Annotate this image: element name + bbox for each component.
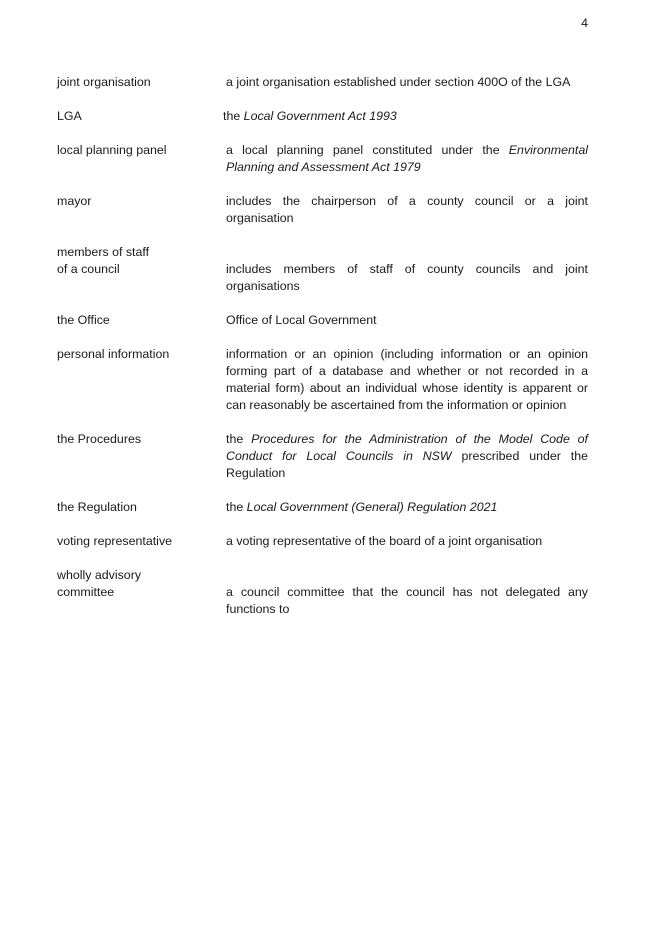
definition-term: voting representative — [57, 534, 173, 548]
definition-text: a joint organisation established under section 400O of the LGA — [226, 75, 571, 89]
definition-text: the Procedures for the Administration of the Model Code of Conduct for Local Councils in NSW prescribed under the Regulation — [226, 432, 588, 480]
definition-row — [57, 108, 588, 125]
definitions-list — [57, 74, 588, 635]
definition-row — [57, 193, 588, 227]
definition-text: Office of Local Government — [226, 313, 377, 327]
definition-term: the Regulation — [57, 500, 137, 514]
definition-row — [57, 74, 588, 91]
definition-row — [57, 346, 588, 414]
definition-row — [57, 312, 588, 329]
definition-term: personal information — [57, 347, 170, 361]
definition-text: a council committee that the council has not delegated any functions to — [226, 585, 588, 616]
definition-text: the Local Government Act 1993 — [223, 109, 397, 123]
definition-term: joint organisation — [57, 75, 151, 89]
definition-row — [57, 533, 588, 550]
definition-row — [57, 244, 588, 295]
definition-term: members of staff of a council — [57, 245, 150, 276]
definition-text: the Local Government (General) Regulation 2021 — [226, 500, 498, 514]
page-number: 4 — [581, 16, 588, 30]
definition-term: the Office — [57, 313, 110, 327]
definition-row — [57, 499, 588, 516]
definition-term: mayor — [57, 194, 92, 208]
definition-text: includes the chairperson of a county council or a joint organisation — [226, 194, 588, 225]
act-title: Local Government Act 1993 — [243, 109, 397, 123]
definition-text: a local planning panel constituted under the Environmental Planning and Assessment Act 1979 — [226, 143, 588, 174]
definition-text: includes members of staff of county councils and joint organisations — [226, 262, 588, 293]
definition-row — [57, 567, 588, 618]
definition-term: wholly advisory committee — [57, 568, 142, 599]
definition-term: local planning panel — [57, 143, 167, 157]
definition-text: information or an opinion (including information or an opinion forming part of a database and whether or not recorded in a material form) about an individual whose identity is apparent or can reasonably be ascertained from the information or opinion — [226, 347, 588, 412]
definition-text: a voting representative of the board of a joint organisation — [226, 534, 543, 548]
definition-row — [57, 142, 588, 176]
definition-row — [57, 431, 588, 482]
act-title: Environmental Planning and Assessment Act 1979 — [226, 143, 588, 174]
definition-term: LGA — [57, 109, 82, 123]
regulation-title: Local Government (General) Regulation 2021 — [246, 500, 498, 514]
document-title: Procedures for the Administration of the Model Code of Conduct for Local Councils in NSW — [226, 432, 588, 463]
definition-term: the Procedures — [57, 432, 142, 446]
